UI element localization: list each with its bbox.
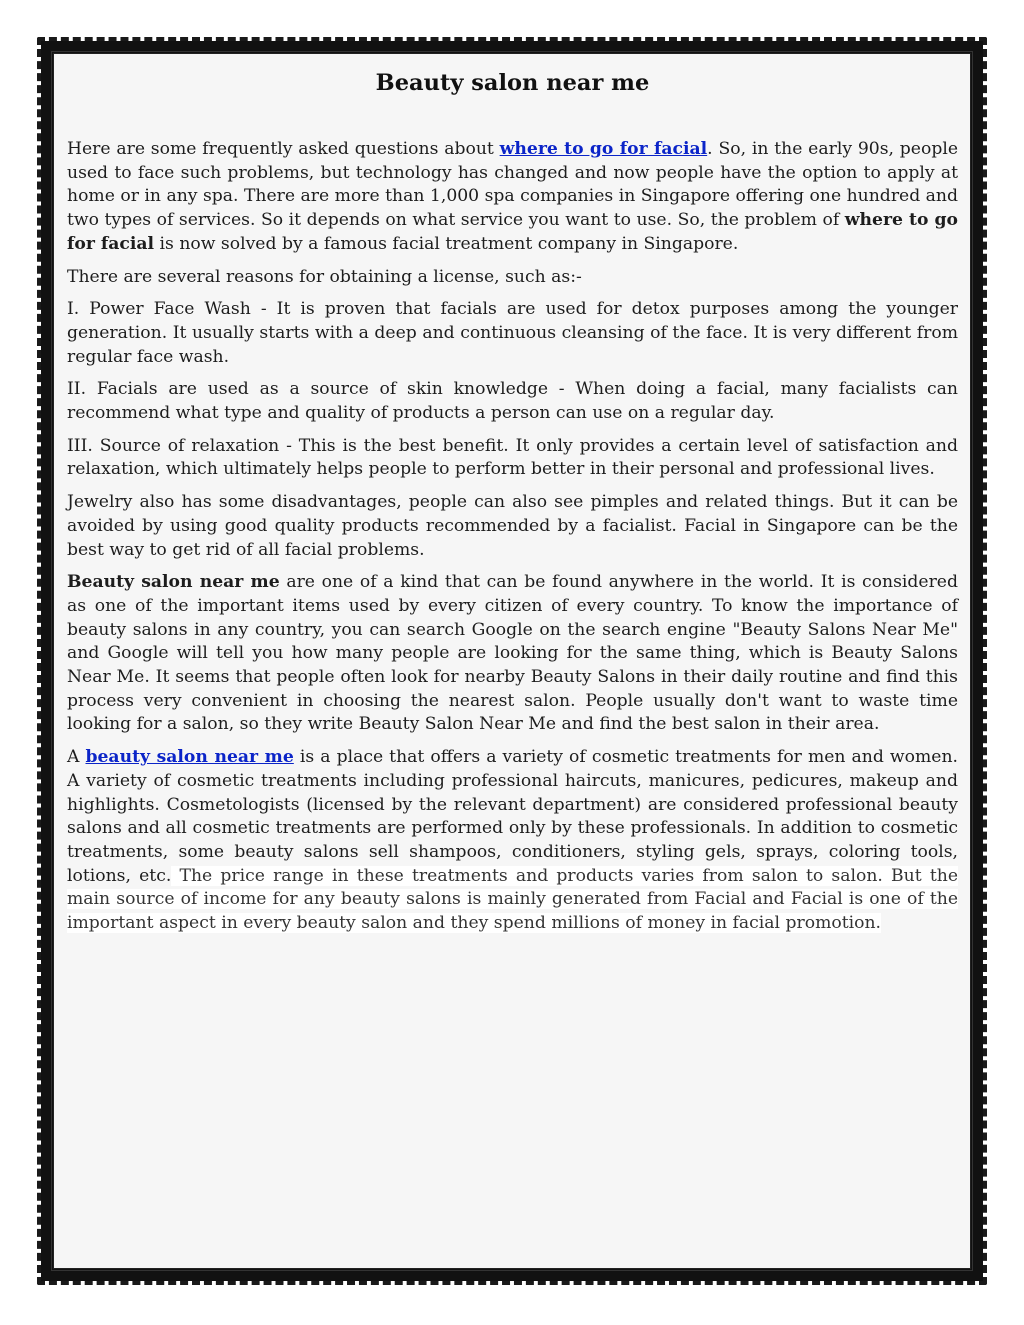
- intro-text-end: is now solved by a famous facial treatment company in Singapore.: [154, 233, 739, 254]
- intro-text-start: Here are some frequently asked questions about: [67, 139, 500, 159]
- paragraph-reason-1: I. Power Face Wash - It is proven that facials are used for detox purposes among the younger generation. It usually starts with a deep and continuous cleansing of the face. It is very different from regular face wash.: [67, 299, 958, 367]
- intro-bold-phrase: where to go for facial: [67, 210, 958, 254]
- services-text-start: A: [67, 747, 86, 768]
- paragraph-salon-services: [67, 746, 958, 936]
- paragraph-beauty-salon: [67, 571, 958, 737]
- beauty-salon-bold-phrase: Beauty salon near me: [67, 572, 280, 593]
- paragraph-reason-2: II. Facials are used as a source of skin knowledge - When doing a facial, many facialists can recommend what type and quality of products a person can use on a regular day.: [67, 379, 958, 424]
- paragraph-reason-3: III. Source of relaxation - This is the best benefit. It only provides a certain level of satisfaction and relaxation, which ultimately helps people to perform better in their personal and professional lives.: [67, 435, 958, 480]
- paragraph-intro: [67, 138, 958, 257]
- where-to-go-for-facial-link[interactable]: where to go for facial: [499, 139, 708, 159]
- paragraph-disadvantages: Jewelry also has some disadvantages, people can also see pimples and related things. But it can be avoided by using good quality products recommended by a facialist. Facial in Singapore can be the best way to get rid of all facial problems.: [67, 492, 958, 560]
- beauty-salon-near-me-link[interactable]: beauty salon near me: [85, 747, 294, 768]
- intro-text-middle: . So, in the early 90s, people used to face such problems, but technology has changed and now people have the option to apply at home or in any spa. There are more than 1,000 spa companies in Singapore offering one hundred and two types of services. So it depends on what service you want to use. So, the problem of: [67, 139, 958, 231]
- highlighted-text: The price range in these treatments and products varies from salon to salon. But the main source of income for any beauty salons is mainly generated from Facial and Facial is one of the important aspect in every beauty salon and they spend millions of money in facial promotion.: [67, 865, 958, 934]
- document-body: [67, 70, 958, 945]
- services-text-middle: is a place that offers a variety of cosmetic treatments for men and women. A variety of cosmetic treatments including professional haircuts, manicures, pedicures, makeup and highlights. Cosmetologists (licensed by the relevant department) are considered professional beauty salons and all cosmetic treatments are performed only by these professionals. In addition to cosmetic treatments, some beauty salons sell shampoos, conditioners, styling gels, sprays, coloring tools, lotions, etc.: [67, 747, 958, 886]
- page-title: Beauty salon near me: [375, 70, 650, 96]
- beauty-salon-text: are one of a kind that can be found anywhere in the world. It is considered as one of the important items used by every citizen of every country. To know the importance of beauty salons in any country, you can search Google on the search engine "Beauty Salons Near Me" and Google will tell you how many people are looking for the same thing, which is Beauty Salons Near Me. It seems that people often look for nearby Beauty Salons in their daily routine and find this process very convenient in choosing the nearest salon. People usually don't want to waste time looking for a salon, so they write Beauty Salon Near Me and find the best salon in their area.: [67, 572, 958, 735]
- paragraph-reasons-intro: There are several reasons for obtaining a license, such as:-: [67, 266, 582, 287]
